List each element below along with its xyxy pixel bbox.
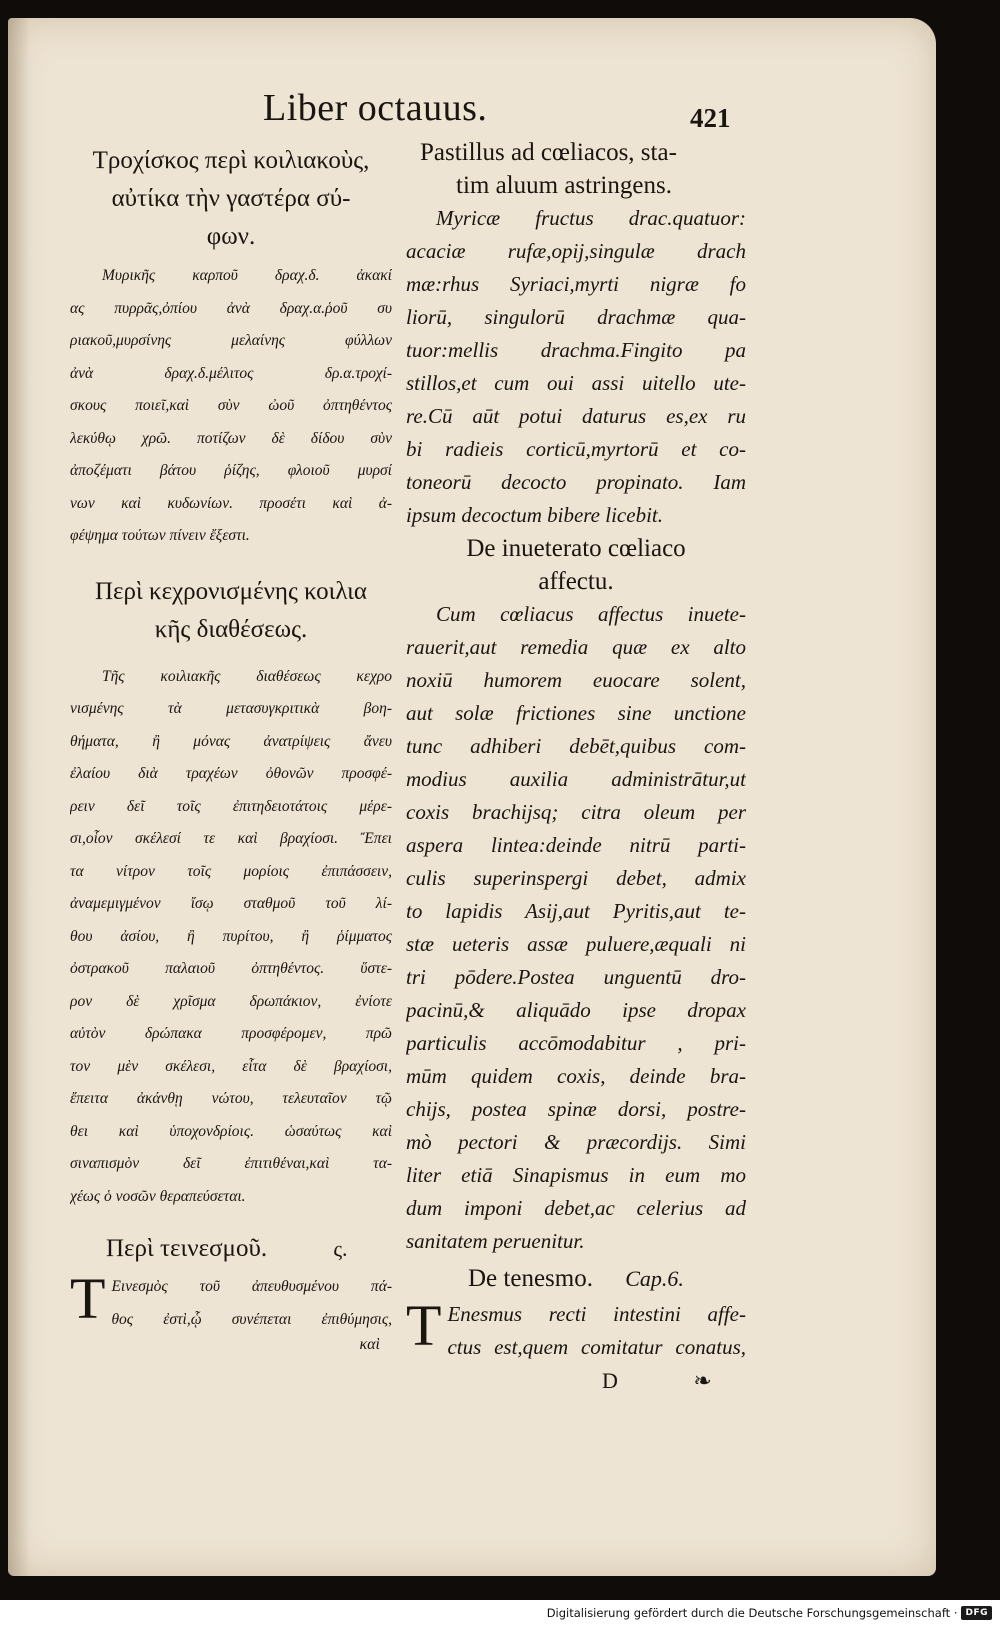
heading-line: Περὶ κεχρονισμένης κοιλια [94,577,368,605]
latin-heading-tenesmus [406,1260,746,1298]
text-line: ἔπειτα ἀκάνθῃ νώτου, τελευταῖον τῷ [70,1090,392,1107]
signature-letter: D [602,1368,618,1393]
text-line: rauerit,aut remedia quæ ex alto [406,635,746,659]
text-line: ctus est,quem comitatur conatus, [447,1335,746,1359]
text-line: tunc adhiberi debēt,quibus com- [406,734,746,758]
text-line: toneorū decocto propinato. Iam [406,470,746,494]
heading-text: De tenesmo. [468,1265,593,1292]
text-line: ipsum decoctum bibere licebit. [406,503,663,527]
text-line: φέψημα τούτων πίνειν ἔξεστι. [70,527,250,544]
text-line: θος ἐστὶ,ᾧ συνέπεται ἐπιθύμησις, [111,1310,392,1328]
text-line: mò pectori & præcordijs. Simi [406,1130,746,1154]
text-line: re.Cū aūt potui daturus es,ex ru [406,404,746,428]
book-page [8,18,936,1576]
text-line: ας πυρρᾶς,ὀπίου ἀνὰ δραχ.α.ῥοῦ συ [70,299,392,317]
latin-paragraph-tenesmus [406,1298,746,1364]
text-line: σι,οἷον σκέλεσί τε καὶ βραχίοσι. Ἔπει [70,830,392,847]
signature-mark [406,1364,746,1398]
text-line: ρειν δεῖ τοῖς ἐπιτηδειοτάτοις μέρε- [70,797,392,815]
text-line: Enesmus recti intestini affe- [447,1302,746,1326]
credit-text: Digitalisierung gefördert durch die Deutsche Forschungsgemeinschaft · [546,1606,958,1620]
text-line: modius auxilia administrātur,ut [406,767,746,791]
text-line: dum imponi debet,ac celerius ad [406,1196,746,1220]
heading-line: affectu. [538,568,614,595]
greek-paragraph-tenesmus [70,1271,392,1336]
heading-line: φων. [206,223,256,250]
text-line: chijs, postea spinæ dorsi, postre- [406,1097,746,1121]
heading-line: De inueterato cœliaco [466,535,686,562]
dfg-logo: DFG [961,1606,992,1620]
greek-paragraph-recipe [70,260,392,553]
text-line: stillos,et cum oui assi uitello ute- [406,371,746,395]
ornament-icon: ❧ [693,1368,712,1393]
catchword: καὶ [359,1336,380,1353]
heading-line: Pastillus ad cœliacos, sta- [420,139,677,166]
latin-heading-inveterate [406,532,746,598]
greek-paragraph-treatment [70,661,392,1214]
text-line: νων καὶ κυδωνίων. προσέτι καὶ ἀ- [70,494,392,512]
text-line: Cum cœliacus affectus inuete- [436,602,746,626]
text-line: liter etiā Sinapismus in eum mo [406,1163,746,1187]
heading-text: Περὶ τεινεσμοῦ. [106,1235,268,1262]
text-line: aspera lintea:deinde nitrū parti- [406,833,746,857]
text-line: tuor:mellis drachma.Fingito pa [406,338,746,362]
text-line: particulis accōmodabitur , pri- [406,1031,746,1055]
latin-column [406,136,746,1398]
text-line: aut solæ frictiones sine unctione [406,701,746,725]
chapter-number: ς. [333,1236,348,1261]
text-line: λεκύθῳ χρῶ. ποτίζων δὲ δίδου σὺν [70,429,392,447]
folio-number: 421 [690,103,731,133]
text-line: ἀποζέματι βάτου ῥίζης, φλοιοῦ μυρσί [70,462,392,479]
heading-line: Τροχίσκος περὶ κοιλιακοὺς, [92,147,370,174]
greek-column [70,142,392,1354]
text-line: σκους ποιεῖ,καὶ σὺν ὠοῦ ὀπτηθέντος [70,397,392,414]
text-line: χέως ὁ νοσῶν θεραπεύσεται. [70,1187,246,1205]
digitization-credit [547,1606,992,1620]
text-line: ὀστρακοῦ παλαιοῦ ὀπτηθέντος. ὕστε- [70,960,392,977]
latin-paragraph-treatment [406,598,746,1258]
greek-heading-pastillus [70,142,392,256]
text-line: stæ ueteris assæ puluere,æquali ni [406,932,746,956]
text-line: ἀναμεμιγμένον ἴσῳ σταθμοῦ τοῦ λί- [70,895,392,912]
text-line: sanitatem peruenitur. [406,1229,585,1253]
text-line: τον μὲν σκέλεσι, εἶτα δὲ βραχίοσι, [70,1057,392,1075]
text-line: liorū, singulorū drachmæ qua- [406,305,746,329]
text-line: coxis brachijsq; citra oleum per [406,800,746,824]
text-line: ἀνὰ δραχ.δ.μέλιτος δρ.α.τροχί- [70,364,392,382]
heading-line: tim aluum astringens. [456,172,672,199]
text-line: ριακοῦ,μυρσίνης μελαίνης φύλλων [70,332,392,349]
text-line: acaciæ rufæ,opij,singulæ drach [406,239,746,263]
text-line: νισμένης τὰ μετασυγκριτικὰ βοη- [70,700,392,717]
text-line: θήματα, ἢ μόνας ἀνατρίψεις ἄνευ [70,732,392,750]
text-line: ρον δὲ χρῖσμα δρωπάκιον, ἐνίοτε [70,992,392,1010]
running-head: Liber octauus. [263,87,488,129]
greek-heading-inveterate [70,573,392,649]
chapter-number: Cap.6. [625,1266,684,1291]
text-line: Εινεσμὸς τοῦ ἀπευθυσμένου πά- [111,1278,392,1295]
text-line: culis superinspergi debet, admix [406,866,746,890]
latin-heading-pastillus [406,136,746,202]
greek-heading-tenesmus [70,1231,392,1267]
drop-capital: T [70,1271,106,1331]
text-line: pacinū,& aliquādo ipse dropax [406,998,746,1022]
text-line: Τῆς κοιλιακῆς διαθέσεως κεχρο [102,667,392,685]
text-line: mæ:rhus Syriaci,myrti nigræ fo [406,272,746,296]
drop-capital: T [406,1298,442,1358]
text-line: θει καὶ ὑποχονδρίοις. ὡσαύτως καὶ [70,1122,392,1140]
text-line: σιναπισμὸν δεῖ ἐπιτιθέναι,καὶ τα- [70,1155,392,1172]
text-line: bi radieis corticū,myrtorū et co- [406,437,746,461]
text-line: τα νίτρον τοῖς μορίοις ἐπιπάσσειν, [70,862,392,880]
text-line: αὐτὸν δρώπακα προσφέρομεν, πρῶ [70,1025,392,1042]
text-line: noxiū humorem euocare solent, [406,668,746,692]
text-line: θου ἀσίου, ἢ πυρίτου, ἢ ῥίμματος [70,927,392,945]
heading-line: αὐτίκα τὴν γαστέρα σύ- [111,185,351,212]
text-line: tri pōdere.Postea unguentū dro- [406,965,746,989]
text-line: Myricæ fructus drac.quatuor: [436,206,746,230]
text-line: to lapidis Asij,aut Pyritis,aut te- [406,899,746,923]
text-line: Μυρικῆς καρποῦ δραχ.δ. ἀκακί [102,267,392,284]
latin-paragraph-recipe [406,202,746,532]
heading-line: κῆς διαθέσεως. [154,615,308,643]
text-line: mūm quidem coxis, deinde bra- [406,1064,746,1088]
text-line: ἐλαίου διὰ τραχέων ὀθονῶν προσφέ- [70,765,392,782]
